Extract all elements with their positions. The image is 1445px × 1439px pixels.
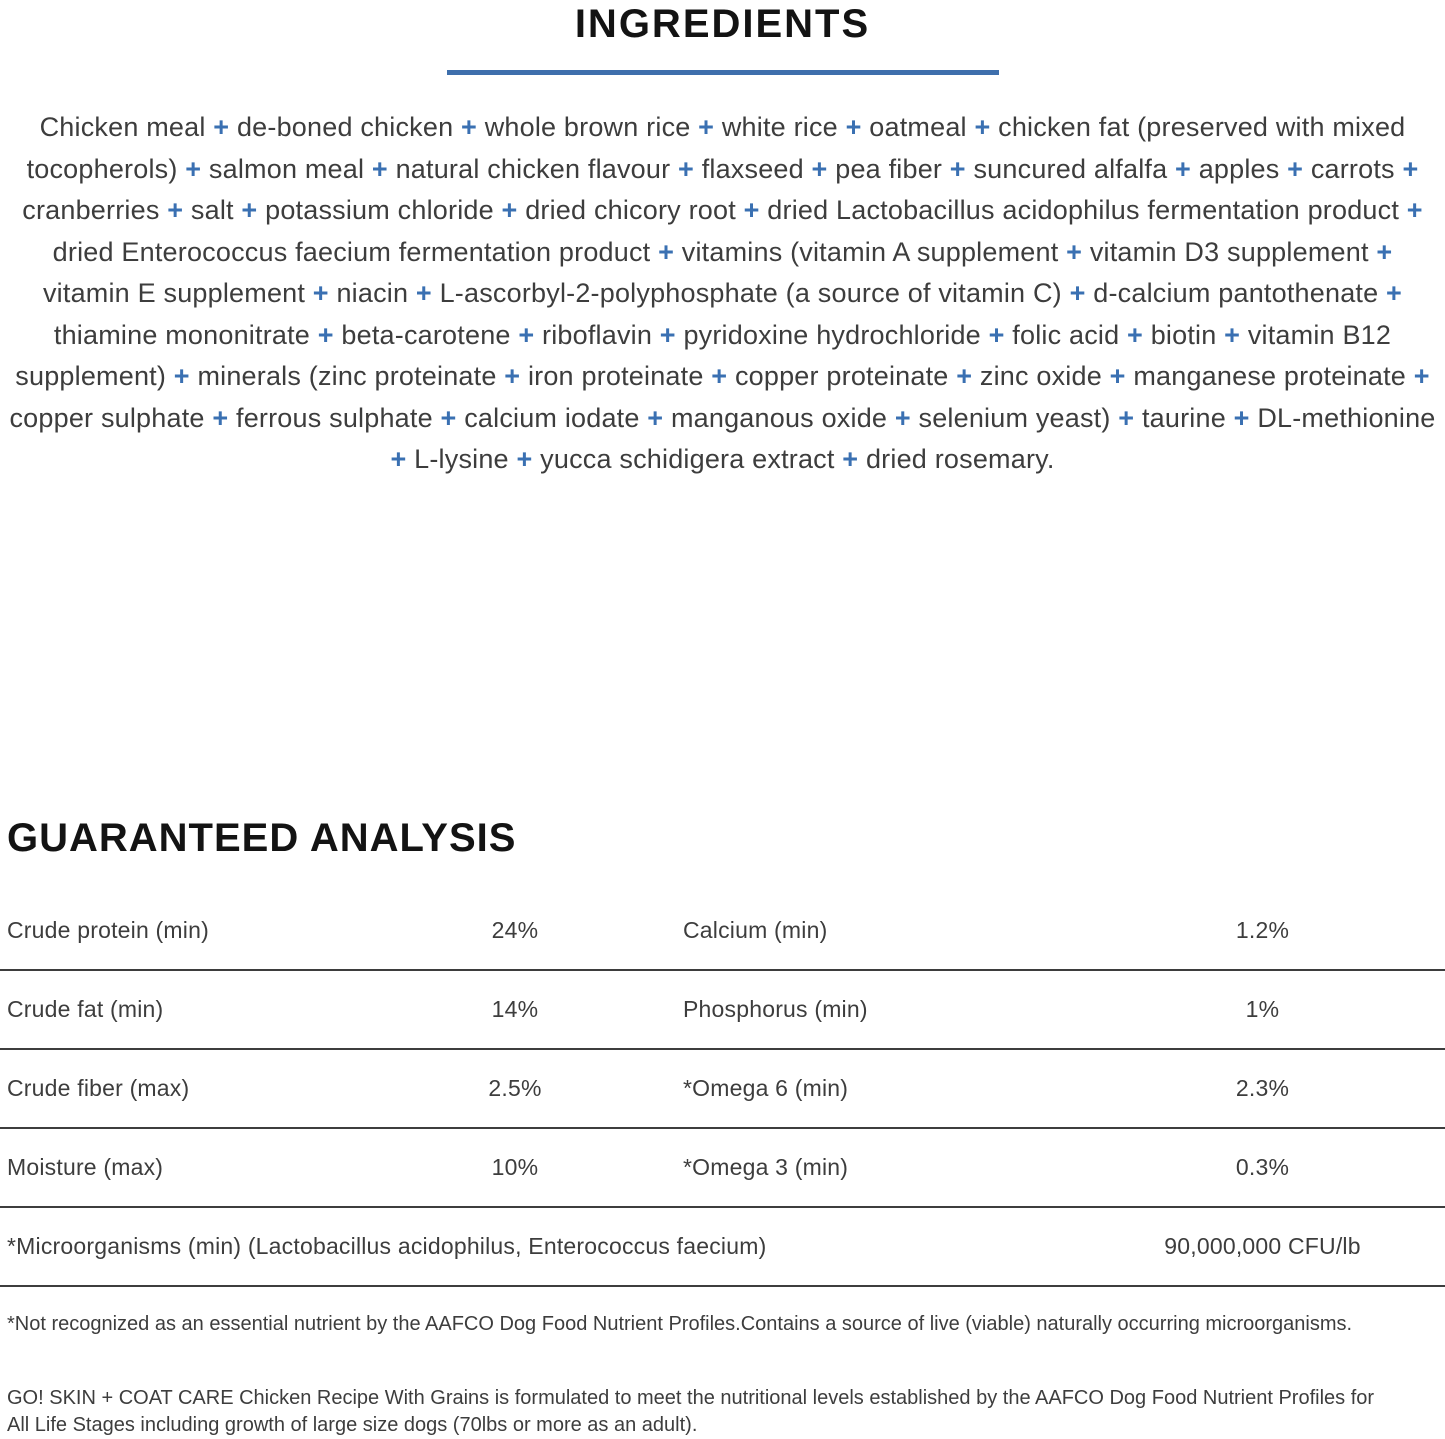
plus-separator: + [1167, 153, 1199, 184]
plus-separator: + [1394, 153, 1419, 184]
nutrient-value: 1% [1245, 995, 1280, 1022]
plus-separator: + [233, 195, 266, 225]
plus-separator: + [1061, 278, 1094, 308]
plus-separator: + [177, 153, 209, 184]
plus-separator: + [1378, 278, 1403, 308]
nutrient-label: Crude protein (min) [7, 916, 209, 943]
ingredient-item: Chicken meal [39, 112, 206, 142]
guaranteed-analysis-title: GUARANTEED ANALYSIS [7, 815, 517, 860]
ingredient-item: beta-carotene [341, 319, 511, 350]
ingredient-item: copper proteinate [734, 361, 949, 391]
plus-separator: + [204, 402, 236, 433]
nutrient-label: *Omega 6 (min) [683, 1074, 849, 1101]
ingredient-item: dried rosemary. [865, 444, 1055, 474]
plus-separator: + [510, 319, 542, 350]
ingredient-item: L-ascorbyl-2-polyphosphate (a source of vitamin C) [439, 278, 1062, 308]
plus-separator: + [408, 278, 440, 308]
ingredients-title: INGREDIENTS [574, 2, 871, 46]
plus-separator: + [432, 402, 465, 433]
ingredient-item: vitamin E supplement [42, 278, 306, 308]
ingredient-item: pea fiber [835, 153, 943, 184]
nutrient-value: 2.5% [488, 1074, 542, 1101]
plus-separator: + [453, 112, 485, 142]
ingredient-item: thiamine mononitrate [53, 319, 311, 350]
nutrient-label: Phosphorus (min) [683, 995, 868, 1022]
plus-separator: + [834, 444, 866, 474]
plus-separator: + [652, 319, 684, 350]
ingredient-item: vitamin B12 supplement) [15, 319, 1392, 391]
plus-separator: + [1101, 361, 1134, 391]
ingredient-item: taurine [1141, 402, 1226, 433]
plus-separator: + [205, 112, 237, 142]
plus-separator: + [1216, 319, 1248, 350]
ingredient-item: natural chicken flavour [395, 153, 671, 184]
ingredient-item: apples [1198, 153, 1280, 184]
ingredient-item: selenium yeast) [918, 402, 1111, 433]
plus-separator: + [887, 402, 919, 433]
plus-separator: + [690, 112, 722, 142]
ingredient-item: minerals (zinc proteinate [197, 361, 497, 391]
nutrient-value: 2.3% [1235, 1074, 1290, 1101]
ingredient-item: yucca schidigera extract [540, 444, 835, 474]
analysis-row [0, 971, 1445, 1050]
plus-separator: + [310, 319, 342, 350]
ingredient-item: iron proteinate [527, 361, 704, 391]
plus-separator: + [942, 153, 974, 184]
ingredient-item: calcium iodate [464, 402, 640, 433]
plus-separator: + [639, 402, 671, 433]
ingredient-item: vitamin D3 supplement [1089, 236, 1369, 267]
ingredient-item: de-boned chicken [236, 112, 454, 142]
nutrient-value: 14% [491, 995, 539, 1022]
plus-separator: + [159, 195, 191, 225]
ingredient-item: manganese proteinate [1133, 361, 1407, 391]
analysis-row [0, 892, 1445, 971]
ingredient-item: whole brown rice [484, 112, 691, 142]
plus-separator: + [166, 361, 198, 391]
plus-separator: + [703, 361, 735, 391]
ingredient-item: dried Lactobacillus acidophilus fermentation product [767, 195, 1400, 225]
ingredient-item: dried chicory root [525, 195, 736, 225]
ingredient-item: L-lysine [414, 444, 509, 474]
plus-separator: + [1058, 236, 1090, 267]
ingredient-item: pyridoxine hydrochloride [683, 319, 981, 350]
plus-separator: + [496, 361, 528, 391]
ingredient-item: manganous oxide [670, 402, 888, 433]
analysis-row [0, 1129, 1445, 1208]
plus-separator: + [735, 195, 768, 225]
guaranteed-analysis-table [0, 892, 1445, 1287]
nutrient-label: Calcium (min) [683, 916, 828, 943]
plus-separator: + [1368, 236, 1393, 267]
ingredient-item: vitamins (vitamin A supplement [681, 236, 1059, 267]
ingredient-item: salt [190, 195, 234, 225]
ingredient-item: dried Enterococcus faecium fermentation product [52, 236, 651, 267]
plus-separator: + [1406, 361, 1430, 391]
nutrient-label: *Omega 3 (min) [683, 1153, 849, 1180]
ingredient-item: suncured alfalfa [973, 153, 1168, 184]
ingredient-item: cranberries [22, 195, 160, 225]
plus-separator: + [1225, 402, 1258, 433]
ingredient-item: white rice [721, 112, 838, 142]
plus-separator: + [670, 153, 702, 184]
plus-separator: + [1119, 319, 1151, 350]
ingredient-item: oatmeal [869, 112, 967, 142]
ingredient-item: ferrous sulphate [236, 402, 433, 433]
plus-separator: + [508, 444, 541, 474]
nutrient-label: Crude fat (min) [7, 995, 164, 1022]
plus-separator: + [948, 361, 980, 391]
plus-separator: + [803, 153, 836, 184]
ingredient-item: riboflavin [542, 319, 653, 350]
footnote-formulation [7, 1385, 1445, 1439]
nutrient-value: 1.2% [1235, 916, 1290, 943]
nutrient-value: 10% [491, 1153, 539, 1180]
nutrient-label: *Microorganisms (min) (Lactobacillus acidophilus, Enterococcus faecium) [7, 1232, 767, 1259]
footnote-formulation-line-1: GO! SKIN + COAT CARE Chicken Recipe With Grains is formulated to meet the nutritional levels established by the AAFCO Dog Food Nutrient Profiles for [7, 1386, 1375, 1409]
footnote-formulation-line-2: All Life Stages including growth of large size dogs (70lbs or more as an adult). [7, 1413, 698, 1436]
plus-separator: + [966, 112, 999, 142]
plus-separator: + [390, 444, 415, 474]
plus-separator: + [650, 236, 682, 267]
ingredient-item: copper sulphate [9, 402, 205, 433]
nutrient-value: 90,000,000 CFU/lb [1164, 1232, 1361, 1259]
plus-separator: + [1279, 153, 1311, 184]
plus-separator: + [980, 319, 1013, 350]
ingredient-item: biotin [1150, 319, 1217, 350]
nutrient-value: 24% [491, 916, 539, 943]
ingredient-item: niacin [336, 278, 409, 308]
ingredient-item: DL-methionine [1257, 402, 1436, 433]
ingredient-item: potassium chloride [265, 195, 494, 225]
plus-separator: + [1399, 195, 1423, 225]
ingredient-item: d-calcium pantothenate [1093, 278, 1379, 308]
plus-separator: + [837, 112, 870, 142]
analysis-row [0, 1050, 1445, 1129]
nutrient-label: Crude fiber (max) [7, 1074, 190, 1101]
nutrient-value: 0.3% [1235, 1153, 1290, 1180]
nutrient-label: Moisture (max) [7, 1153, 164, 1180]
ingredient-item: folic acid [1012, 319, 1120, 350]
plus-separator: + [1110, 402, 1142, 433]
ingredient-item: chicken fat (preserved with mixed tocopherols) [26, 112, 1406, 184]
ingredient-item: flaxseed [701, 153, 804, 184]
title-underline-rule [447, 70, 999, 75]
plus-separator: + [493, 195, 526, 225]
plus-separator: + [305, 278, 337, 308]
plus-separator: + [364, 153, 396, 184]
ingredient-item: carrots [1310, 153, 1395, 184]
ingredient-item: zinc oxide [979, 361, 1102, 391]
analysis-row-microorganisms [0, 1208, 1445, 1287]
ingredient-item: salmon meal [208, 153, 365, 184]
footnote-aafco-nutrient: *Not recognized as an essential nutrient by the AAFCO Dog Food Nutrient Profiles.Contains a source of live (viable) naturally occurring microorganisms. [7, 1312, 1353, 1335]
ingredients-paragraph [0, 107, 1445, 481]
